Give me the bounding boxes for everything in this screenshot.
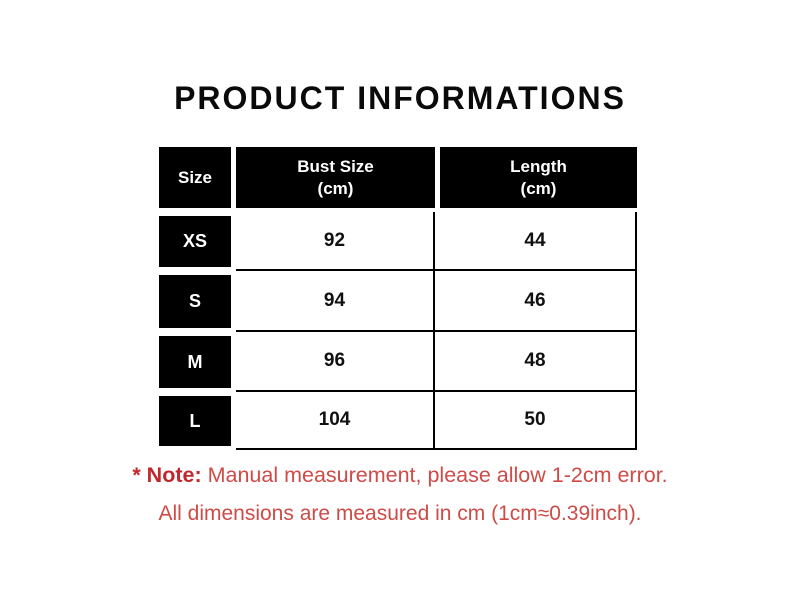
length-cell-m: 48 [435, 332, 637, 392]
size-cell-s: S [159, 275, 231, 328]
note-line-1-text: Manual measurement, please allow 1-2cm error. [201, 463, 668, 487]
header-cell-bust [236, 147, 435, 208]
size-chart-table [159, 147, 637, 450]
header-size-label: Size [177, 167, 213, 187]
header-cell-length [440, 147, 637, 208]
size-cell-l: L [159, 396, 231, 446]
header-bust-label: Bust Size [297, 156, 374, 176]
note-prefix: * Note: [132, 463, 202, 487]
bust-cell-l: 104 [236, 392, 435, 450]
note-line-1 [0, 463, 800, 488]
size-cell-xs: XS [159, 216, 231, 267]
length-cell-xs: 44 [435, 212, 637, 271]
bust-cell-s: 94 [236, 271, 435, 332]
header-length-unit: (cm) [520, 178, 557, 198]
bust-cell-m: 96 [236, 332, 435, 392]
length-cell-s: 46 [435, 271, 637, 332]
length-cell-l: 50 [435, 392, 637, 450]
header-bust-unit: (cm) [317, 178, 354, 198]
bust-cell-xs: 92 [236, 212, 435, 271]
note-line-2: All dimensions are measured in cm (1cm≈0.39inch). [158, 502, 642, 525]
measurement-note [0, 463, 800, 526]
header-cell-size [159, 147, 231, 208]
page-title: PRODUCT INFORMATIONS [174, 80, 626, 116]
header-length-label: Length [510, 156, 567, 176]
size-cell-m: M [159, 336, 231, 388]
